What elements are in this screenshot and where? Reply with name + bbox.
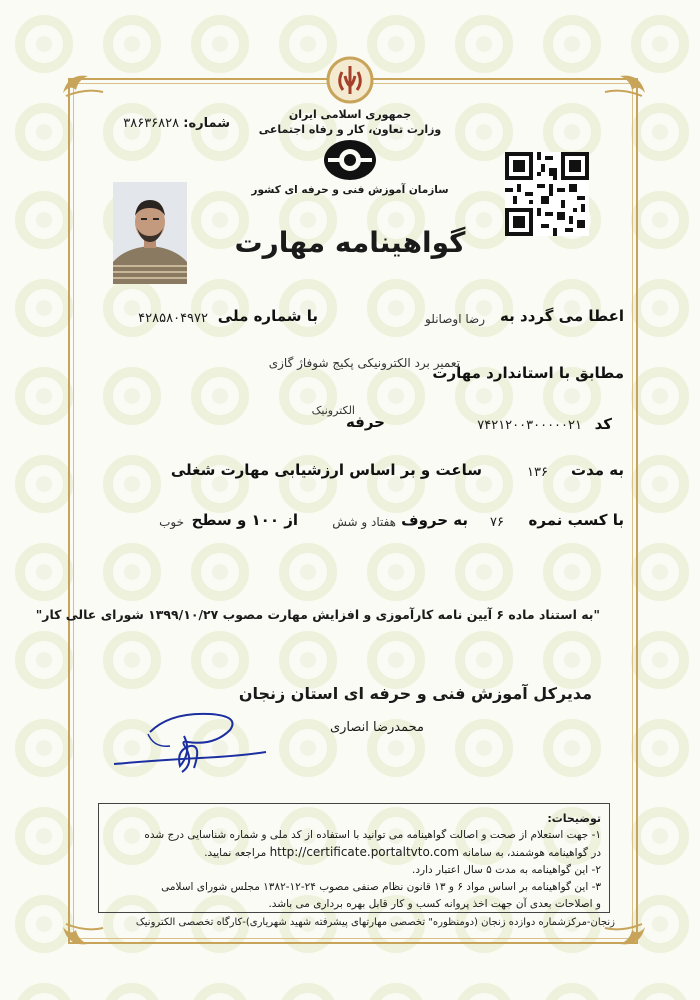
signature-icon — [110, 706, 270, 778]
trade-value: الکترونیک — [311, 404, 355, 417]
certificate-title: گواهینامه مهارت — [234, 226, 466, 259]
score-words-label: به حروف — [401, 511, 468, 529]
standard-label: مطابق با استاندارد مهارت — [432, 364, 624, 382]
note-2: ۲- این گواهینامه به مدت ۵ سال اعتبار دارد. — [412, 864, 601, 876]
organization-name: سازمان آموزش فنی و حرفه ای کشور — [251, 184, 449, 196]
awarded-label: اعطا می گردد به — [500, 307, 624, 325]
standard-value: تعمیر برد الکترونیکی پکیج شوفاژ گازی — [268, 356, 460, 370]
signatory-name: محمدرضا انصاری — [329, 720, 424, 735]
notes-box — [98, 803, 610, 913]
issuing-center: زنجان-مرکزشماره دوازده زنجان (دومنظوره" تخصصی مهارتهای پیشرفته شهید شهریاری)-کارگاه تخصصی الکترونیک — [135, 917, 615, 928]
iran-emblem-icon — [325, 56, 375, 104]
note-3-continued: و اصلاحات بعدی آن جهت اخذ پروانه کسب و کار قابل بهره برداری می باشد. — [268, 898, 601, 910]
verification-url[interactable]: http://certificate.portaltvto.com — [269, 845, 460, 859]
note-1: ۱- جهت استعلام از صحت و اصالت گواهینامه می توانید با استفاده از کد ملی و شماره شناسایی درج شده — [144, 829, 601, 841]
score-words-value: هفتاد و شش — [332, 515, 396, 529]
trade-label: حرفه — [345, 413, 385, 431]
score-level: خوب — [159, 515, 184, 529]
score-scale: از ۱۰۰ و سطح — [191, 511, 298, 529]
signatory-title: مدیرکل آموزش فنی و حرفه ای استان زنجان — [238, 684, 592, 703]
duration-value: ۱۳۶ — [527, 465, 548, 480]
code-label: کد — [594, 415, 612, 433]
note-1-continued — [107, 844, 601, 862]
corner-ornament-icon — [600, 68, 650, 98]
score-label: با کسب نمره — [528, 511, 624, 529]
national-id-label: با شماره ملی — [217, 307, 318, 325]
ministry-name: وزارت تعاون، کار و رفاه اجتماعی — [258, 123, 442, 136]
qr-code-icon — [505, 152, 589, 236]
republic-name: جمهوری اسلامی ایران — [288, 108, 412, 121]
code-value: ۷۴۲۱۲۰۰۳۰۰۰۰۰۲۱ — [477, 418, 582, 433]
holder-photo — [113, 182, 187, 284]
notes-heading: توضیحات: — [547, 812, 601, 825]
tvto-logo-icon — [322, 138, 378, 182]
national-id-value: ۴۲۸۵۸۰۴۹۷۲ — [138, 311, 208, 326]
duration-label: به مدت — [571, 461, 624, 479]
awarded-name: رضا اوصانلو — [425, 312, 485, 326]
certificate-number-value: ۳۸۶۳۶۸۲۸ — [123, 116, 180, 131]
note-1-text-a: در گواهینامه هوشمند، به سامانه — [462, 847, 601, 859]
certificate-number-label: شماره: — [183, 116, 230, 131]
corner-ornament-icon — [58, 68, 108, 98]
statute-text: "به استناد ماده ۶ آیین نامه کارآموزی و افزایش مهارت مصوب ۱۳۹۹/۱۰/۲۷ شورای عالی کار" — [35, 607, 600, 622]
note-3: ۳- این گواهینامه بر اساس مواد ۶ و ۱۳ قانون نظام صنفی مصوب ۲۴-۱۲-۱۳۸۲ مجلس شورای اسلامی — [161, 881, 601, 893]
note-1-text-b: مراجعه نمایید. — [204, 847, 267, 859]
certificate-number — [115, 116, 230, 131]
score-value: ۷۶ — [490, 515, 504, 530]
duration-suffix: ساعت و بر اساس ارزشیابی مهارت شغلی — [170, 461, 482, 479]
